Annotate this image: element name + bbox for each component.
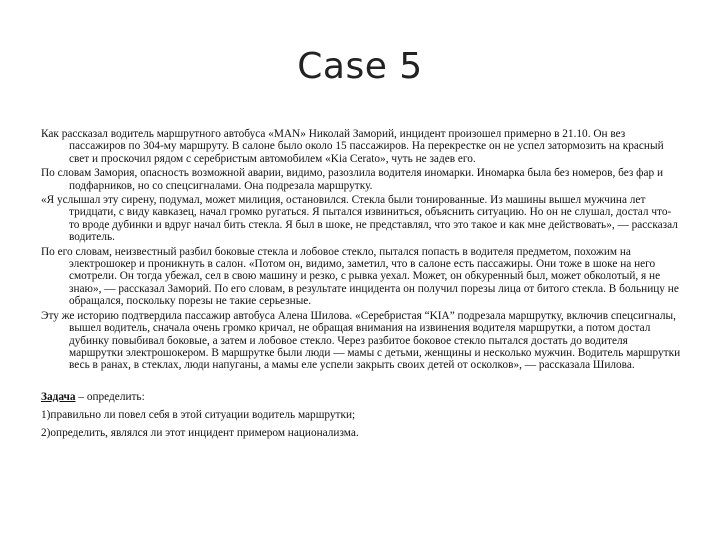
- task-heading: [41, 388, 681, 406]
- paragraph: «Я услышал эту сирену, подумал, может милиция, остановился. Стекла были тонированные. Из машины вышел мужчина лет тридцати, с виду кавказец, начал громко ругаться. Я пытался извиниться, объяснить ситуацию. Но он не слушал, достал что-то вроде дубинки и вдруг начал бить стекла. Я был в шоке, не представлял, что это такое и как мне действовать», — рассказал водитель.: [41, 194, 678, 244]
- task-item: 2)определить, являлся ли этот инцидент примером национализма.: [41, 426, 359, 439]
- task-block: [41, 388, 681, 442]
- paragraph: По словам Замория, опасность возможной аварии, видимо, разозлила водителя иномарки. Иномарка была без номеров, без фар и подфарников, но со спецсигналами. Она подрезала маршрутку.: [41, 167, 663, 192]
- paragraph: По его словам, неизвестный разбил боковые стекла и лобовое стекло, пытался попасть в водителя предметом, похожим на электрошокер и проникнуть в салон. «Потом он, видимо, заметил, что в салоне есть пассажиры. Они тоже в шоке на него смотрели. Он тогда убежал, сел в свою машину и резко, с рывка уехал. Может, он обкуренный был, может обколотый, я не знаю», — рассказал Заморий. По его словам, в результате инцидента он получил порезы лица от битого стекла. В больницу не обращался, поскольку порезы не такие серьезные.: [41, 245, 679, 308]
- task-suffix: – определить:: [75, 390, 145, 403]
- paragraph: Эту же историю подтвердила пассажир автобуса Алена Шилова. «Серебристая “KIA” подрезала маршрутку, включив спецсигналы, вышел водитель, сначала очень громко кричал, не обращая внимания на извинения водителя маршрутки, а потом достал дубинку повыбивал боковые, а затем и лобовое стекло. Через разбитое боковое стекло пытался достать до водителя маршрутки электрошокером. В маршрутке были люди — мамы с детьми, женщины и несколько мужчин. Водитель маршрутки весь в ранах, в стеклах, люди напуганы, а мамы еле успели закрыть своих детей от осколков», — рассказала Шилова.: [41, 309, 681, 372]
- slide-body: [41, 128, 681, 442]
- task-item: 1)правильно ли повел себя в этой ситуации водитель маршрутки;: [41, 408, 356, 421]
- paragraph: Как рассказал водитель маршрутного автобуса «MAN» Николай Заморий, инцидент произошел примерно в 21.10. Он вез пассажиров по 304-му маршруту. В салоне было около 15 пассажиров. На перекрестке он не успел затормозить на красный свет и проскочил рядом с серебристым автомобилем «Kia Cerato», чуть не задев его.: [41, 128, 664, 165]
- task-label: Задача: [41, 390, 76, 403]
- slide-title: Case 5: [297, 46, 423, 87]
